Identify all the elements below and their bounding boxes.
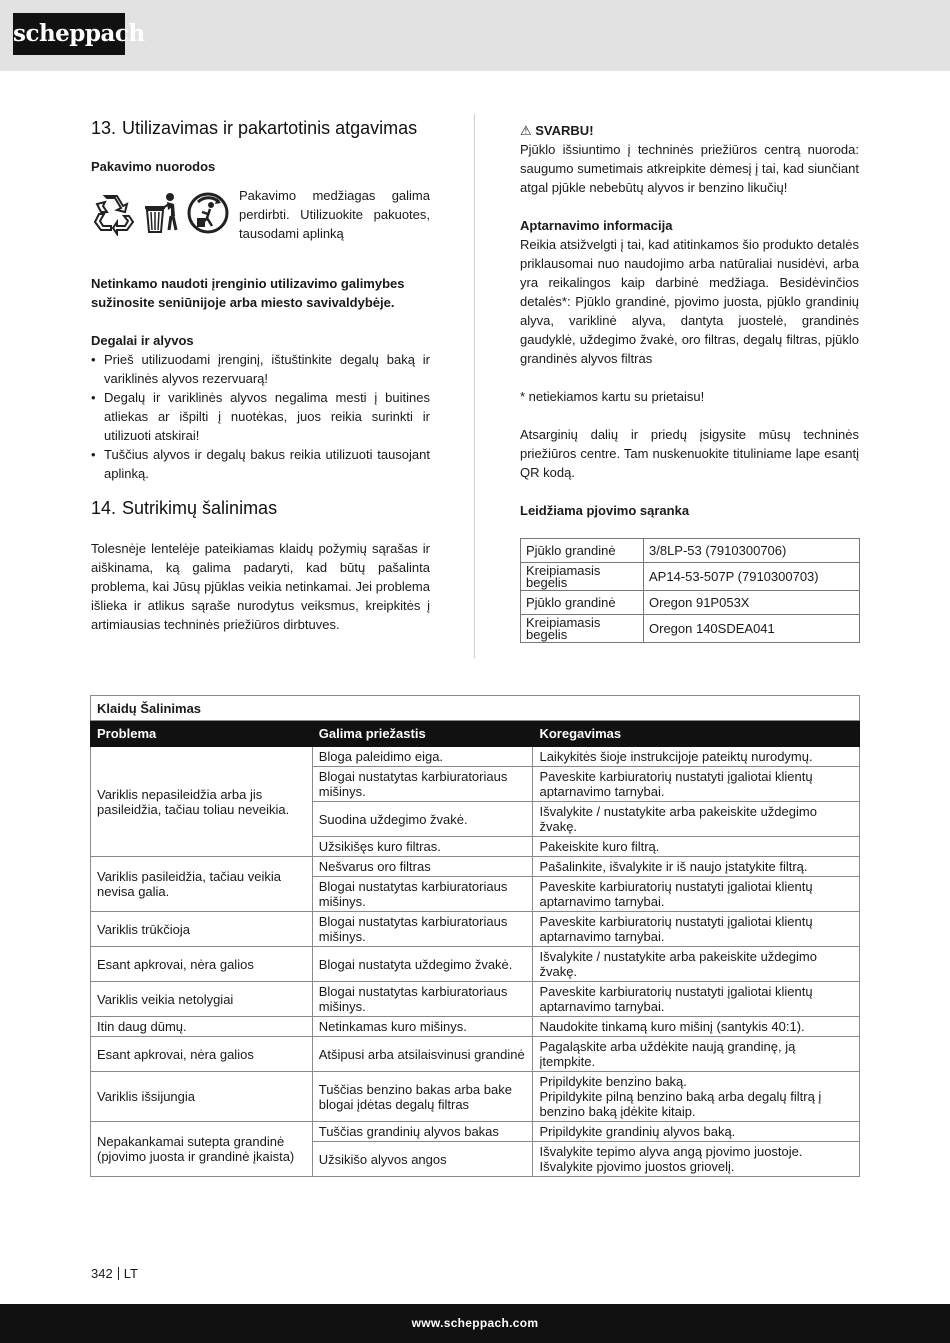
- table-caption: Klaidų Šalinimas: [91, 696, 860, 721]
- cause-cell: Bloga paleidimo eiga.: [312, 747, 533, 767]
- header-cause: Galima priežastis: [312, 721, 533, 747]
- section-14-title: Sutrikimų šalinimas: [122, 498, 278, 518]
- website-link[interactable]: www.scheppach.com: [411, 1316, 539, 1330]
- fix-cell: Išvalykite tepimo alyva angą pjovimo juostoje. Išvalykite pjovimo juostos griovelį.: [533, 1142, 860, 1177]
- cause-cell: Blogai nustatytas karbiuratoriaus mišinys.: [312, 877, 533, 912]
- cause-cell: Tuščias benzino bakas arba bake blogai įdėtas degalų filtras: [312, 1072, 533, 1122]
- problem-cell: Esant apkrovai, nėra galios: [91, 947, 313, 982]
- cause-cell: Tuščias grandinių alyvos bakas: [312, 1122, 533, 1142]
- table-row: [91, 912, 860, 947]
- top-bar: [0, 0, 950, 71]
- fix-cell: Paveskite karbiuratorių nustatyti įgaliotai klientų aptarnavimo tarnybai.: [533, 767, 860, 802]
- section-13-title: Utilizavimas ir pakartotinis atgavimas: [122, 118, 418, 138]
- problem-cell: Variklis veikia netolygiai: [91, 982, 313, 1017]
- kit-key: Kreipiamasis begelis: [521, 563, 644, 591]
- fix-cell: Pašalinkite, išvalykite ir iš naujo įstatykite filtrą.: [533, 857, 860, 877]
- recycle-icon: [91, 190, 137, 236]
- fix-cell: Naudokite tinkamą kuro mišinį (santykis 40:1).: [533, 1017, 860, 1037]
- kit-key: Kreipiamasis begelis: [521, 615, 644, 643]
- table-row: [91, 982, 860, 1017]
- pack-icons: [91, 186, 239, 236]
- troubleshooting-table: [90, 695, 860, 1177]
- parts-text: Atsarginių dalių ir priedų įsigysite mūsų techninės priežiūros centre. Tam nuskenuokite tituliniame lape esantį QR kodą.: [520, 427, 859, 480]
- fuel-heading: Degalai ir alyvos: [91, 333, 194, 348]
- section-14-heading: [91, 497, 430, 519]
- disposal-note: Netinkamo naudoti įrenginio utilizavimo galimybes sužinosite seniūnijoje arba miesto savivaldybėje.: [91, 276, 405, 310]
- bin-icon: [141, 190, 181, 236]
- section-13-number: 13.: [91, 118, 117, 138]
- table-row: [91, 857, 860, 877]
- problem-cell: Variklis trūkčioja: [91, 912, 313, 947]
- left-column: [91, 117, 430, 634]
- table-row: [91, 747, 860, 767]
- problem-cell: Variklis pasileidžia, tačiau veikia nevisa galia.: [91, 857, 313, 912]
- page-num: 342: [91, 1266, 113, 1281]
- kit-value: AP14-53-507P (7910300703): [644, 563, 860, 591]
- warning-title: ⚠ SVARBU!: [520, 123, 594, 138]
- right-column: [520, 121, 859, 643]
- list-item: • Prieš utilizuodami įrenginį, ištuštinkite degalų baką ir variklinės alyvos rezervuarą!: [91, 350, 430, 388]
- section-14-number: 14.: [91, 498, 117, 518]
- cause-cell: Suodina uždegimo žvakė.: [312, 802, 533, 837]
- kit-key: Pjūklo grandinė: [521, 591, 644, 615]
- scheppach-logo: scheppach: [13, 13, 125, 55]
- table-row: [521, 563, 860, 591]
- pack-heading: Pakavimo nuorodos: [91, 159, 216, 174]
- cause-cell: Blogai nustatytas karbiuratoriaus mišinys.: [312, 767, 533, 802]
- fix-cell: Pripildykite benzino baką. Pripildykite pilną benzino baką arba degalų filtrą į benzino baką įdėkite kitaip.: [533, 1072, 860, 1122]
- cause-cell: Blogai nustatyta uždegimo žvakė.: [312, 947, 533, 982]
- kit-value: Oregon 91P053X: [644, 591, 860, 615]
- cause-cell: Blogai nustatytas karbiuratoriaus mišinys.: [312, 982, 533, 1017]
- problem-cell: Variklis nepasileidžia arba jis pasileidžia, tačiau toliau neveikia.: [91, 747, 313, 857]
- table-row: [91, 1072, 860, 1122]
- column-divider: [474, 114, 475, 658]
- fix-cell: Pripildykite grandinių alyvos baką.: [533, 1122, 860, 1142]
- cause-cell: Užsikišęs kuro filtras.: [312, 837, 533, 857]
- service-text: Reikia atsižvelgti į tai, kad atitinkamos šio produkto detalės priklausomai nuo naudojimo arba natūraliai nusidėvi, arba yra reikalingos kaip darbinė medžiaga. Besidėvinčios detalės*: Pjūklo grandinė, pjovimo juosta, pjūklo grandinių alyva, variklinė alyva, dantyta juostelė, grandinės gaudyklė, uždegimo žvakė, oro filtras, degalų filtras, pjūklo grandinės alyvos filtras: [520, 237, 859, 366]
- table-row: [91, 947, 860, 982]
- fix-cell: Paveskite karbiuratorių nustatyti įgaliotai klientų aptarnavimo tarnybai.: [533, 912, 860, 947]
- pack-row: [91, 186, 430, 243]
- fix-cell: Pakeiskite kuro filtrą.: [533, 837, 860, 857]
- dispose-icon: [185, 190, 231, 236]
- header-problem: Problema: [91, 721, 313, 747]
- kit-value: 3/8LP-53 (7910300706): [644, 539, 860, 563]
- section-13-heading: [91, 117, 430, 139]
- cause-cell: Netinkamas kuro mišinys.: [312, 1017, 533, 1037]
- table-row: [91, 1122, 860, 1142]
- pack-text: Pakavimo medžiagas galima perdirbti. Utilizuokite pakuotes, tausodami aplinką: [239, 188, 430, 241]
- page-number: [91, 1266, 138, 1281]
- problem-cell: Itin daug dūmų.: [91, 1017, 313, 1037]
- table-row: [521, 591, 860, 615]
- warning-text: Pjūklo išsiuntimo į techninės priežiūros centrą nuoroda: saugumo sumetimais atkreipkite dėmesį į tai, kad siunčiant atgal pjūkle nebebūtų alyvos ir benzino likučių!: [520, 142, 859, 195]
- cause-cell: Blogai nustatytas karbiuratoriaus mišinys.: [312, 912, 533, 947]
- problem-cell: Esant apkrovai, nėra galios: [91, 1037, 313, 1072]
- fix-cell: Išvalykite / nustatykite arba pakeiskite uždegimo žvakę.: [533, 947, 860, 982]
- kit-value: Oregon 140SDEA041: [644, 615, 860, 643]
- cause-cell: Atšipusi arba atsilaisvinusi grandinė: [312, 1037, 533, 1072]
- problem-cell: Nepakankamai sutepta grandinė (pjovimo juosta ir grandinė įkaista): [91, 1122, 313, 1177]
- service-heading: Aptarnavimo informacija: [520, 218, 673, 233]
- problem-cell: Variklis išsijungia: [91, 1072, 313, 1122]
- list-item: • Tuščius alyvos ir degalų bakus reikia utilizuoti tausojant aplinką.: [91, 445, 430, 483]
- footnote: * netiekiamos kartu su prietaisu!: [520, 389, 705, 404]
- kit-heading: Leidžiama pjovimo sąranka: [520, 503, 690, 518]
- cutting-kit-table: [520, 538, 860, 643]
- list-item: • Degalų ir variklinės alyvos negalima mesti į buitines atliekas ar išpilti į nuotėkas, juos reikia surinkti ir utilizuoti atskirai!: [91, 388, 430, 445]
- fix-cell: Paveskite karbiuratorių nustatyti įgaliotai klientų aptarnavimo tarnybai.: [533, 877, 860, 912]
- table-row: [91, 1017, 860, 1037]
- troubleshooting-body: [91, 747, 860, 1177]
- fix-cell: Paveskite karbiuratorių nustatyti įgaliotai klientų aptarnavimo tarnybai.: [533, 982, 860, 1017]
- section-14-intro: Tolesnėje lentelėje pateikiamas klaidų požymių sąrašas ir aiškinama, ką galima padaryti, kad būtų pašalinta problema, kai Jūsų pjūklas veikia netinkamai. Jei problema išlieka ir atlikus sąraše nurodytus veiksmus, kreipkitės į artimiausias techninės priežiūros dirbtuves.: [91, 541, 430, 632]
- cause-cell: Užsikišo alyvos angos: [312, 1142, 533, 1177]
- page-lang: LT: [123, 1266, 138, 1281]
- cause-cell: Nešvarus oro filtras: [312, 857, 533, 877]
- header-fix: Koregavimas: [533, 721, 860, 747]
- bottom-bar: [0, 1304, 950, 1343]
- fix-cell: Laikykitės šioje instrukcijoje pateiktų nurodymų.: [533, 747, 860, 767]
- table-row: [521, 539, 860, 563]
- fix-cell: Išvalykite / nustatykite arba pakeiskite uždegimo žvakę.: [533, 802, 860, 837]
- kit-key: Pjūklo grandinė: [521, 539, 644, 563]
- table-row: [91, 1037, 860, 1072]
- table-row: [521, 615, 860, 643]
- fix-cell: Pagaląskite arba uždėkite naują grandinę, ją įtempkite.: [533, 1037, 860, 1072]
- fuel-list: [91, 350, 430, 483]
